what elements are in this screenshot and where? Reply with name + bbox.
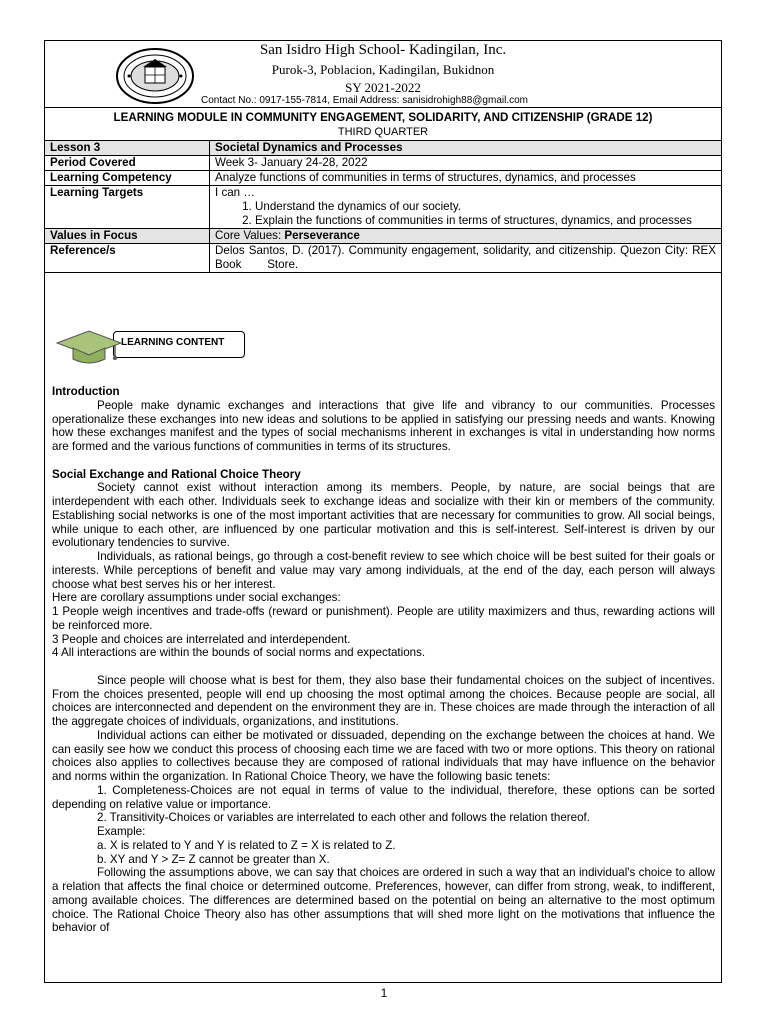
tenet-item: 1. Completeness-Choices are not equal in terms of value to the individual, therefore, these options can be sorted depending on relative value or importance. bbox=[52, 783, 715, 811]
period-label: Period Covered bbox=[45, 156, 210, 171]
school-header bbox=[45, 41, 721, 108]
paragraph: Following the assumptions above, we can say that choices are ordered in such a way that an individual's choice to allow a relation that affects the final choice or determined outcome. Preferences, however, can differ from strong, weak, to indifferent, among available choices. The differences are determined based on the potential on being an alternative to the most optimum choice. The Rational Choice Theory also has other assumptions that will shed more light on the motivations that influence the behavior of bbox=[52, 866, 715, 935]
competency-value: Analyze functions of communities in terms of structures, dynamics, and processes bbox=[210, 171, 722, 186]
values-label: Values in Focus bbox=[45, 229, 210, 244]
school-address: Purok-3, Poblacion, Kadingilan, Bukidnon bbox=[271, 62, 495, 77]
targets-row bbox=[45, 186, 721, 229]
reference-value: Delos Santos, D. (2017). Community engagement, solidarity, and citizenship. Quezon City: REX Book Store. bbox=[210, 244, 722, 273]
period-row bbox=[45, 156, 721, 171]
lesson-info-table bbox=[45, 140, 721, 273]
example-item: b. XY and Y > Z= Z cannot be greater than X. bbox=[97, 852, 330, 866]
target-item: 2. Explain the functions of communities in terms of structures, dynamics, and processes bbox=[255, 214, 716, 228]
values-cell bbox=[210, 229, 722, 244]
page-number: 1 bbox=[380, 986, 388, 1000]
values-value: Perseverance bbox=[284, 229, 360, 242]
quarter-label: THIRD QUARTER bbox=[337, 126, 429, 138]
assumption-item: 1 People weigh incentives and trade-offs (reward or punishment). People are utility maximizers and thus, rewarding actions will be reinforced more. bbox=[52, 605, 715, 632]
assumptions-intro: Here are corollary assumptions under social exchanges: bbox=[52, 591, 341, 605]
paragraph: Individuals, as rational beings, go through a cost-benefit review to see which choice will be best suited for their goals or interests. While perceptions of benefit and value may vary among individuals, at the end of the day, each person will always choose what best serves his or her interest. bbox=[52, 550, 715, 591]
lesson-row bbox=[45, 141, 721, 156]
section-heading: Social Exchange and Rational Choice Theory bbox=[52, 467, 301, 481]
target-item: 1. Understand the dynamics of our society. bbox=[255, 200, 716, 214]
targets-cell bbox=[210, 186, 722, 229]
module-page bbox=[44, 40, 722, 983]
period-value: Week 3- January 24-28, 2022 bbox=[210, 156, 722, 171]
school-year: SY 2021-2022 bbox=[345, 80, 421, 95]
values-prefix: Core Values: bbox=[215, 229, 285, 242]
paragraph: Since people will choose what is best for them, they also base their fundamental choices on the subject of incentives. From the choices presented, people will end up choosing the most optimal among the choices. Because people are social, all choices are interconnected and dependent on the environment they are in. These choices are made through the interaction of all the aggregate choices of individuals, organizations, and institutions. bbox=[52, 673, 715, 728]
example-label: Example: bbox=[97, 825, 146, 838]
targets-list bbox=[215, 200, 716, 228]
school-name: San Isidro High School- Kadingilan, Inc. bbox=[259, 42, 507, 58]
competency-row bbox=[45, 171, 721, 186]
example-item: a. X is related to Y and Y is related to Z = X is related to Z. bbox=[97, 838, 396, 852]
targets-label: Learning Targets bbox=[45, 186, 210, 229]
contact-info: Contact No.: 0917-155-7814, Email Address: sanisidrohigh88@gmail.com bbox=[201, 95, 528, 106]
intro-heading: Introduction bbox=[52, 385, 120, 398]
reference-label: Reference/s bbox=[45, 244, 210, 273]
competency-label: Learning Competency bbox=[45, 171, 210, 186]
learning-content bbox=[52, 385, 715, 935]
module-title: LEARNING MODULE IN COMMUNITY ENGAGEMENT, SOLIDARITY, AND CITIZENSHIP (GRADE 12) bbox=[113, 111, 653, 124]
targets-intro: I can … bbox=[215, 186, 255, 199]
reference-row bbox=[45, 244, 721, 273]
assumption-item: 4 All interactions are within the bounds of social norms and expectations. bbox=[52, 646, 426, 660]
assumption-item: 3 People and choices are interrelated and interdependent. bbox=[52, 632, 351, 646]
learning-content-label: LEARNING CONTENT bbox=[121, 337, 225, 348]
lesson-label: Lesson 3 bbox=[45, 141, 210, 156]
tenet-item: 2. Transitivity-Choices or variables are interrelated to each other and follows the relation thereof. bbox=[97, 811, 590, 825]
paragraph: Society cannot exist without interaction among its members. People, by nature, are social beings that are interdependent with each other. Individuals seek to exchange ideas and socialize with their kin or members of the community. Establishing social networks is one of the most important activities that are necessary for communities to grow. All social beings, while unique to each other, are influenced by one particular motivation and this is self-interest. Self-interest is driven by our evolutionary tendencies to survive. bbox=[52, 481, 715, 550]
paragraph: Individual actions can either be motivated or dissuaded, depending on the exchange between the choices at hand. We can easily see how we conduct this process of choosing each time we are faced with two or more options. This theory on rational choices also applies to collectives because they are composed of rational individuals that may have influence on the behavior and norms within the organization. In Rational Choice Theory, we have the following basic tenets: bbox=[52, 728, 715, 783]
lesson-value: Societal Dynamics and Processes bbox=[210, 141, 722, 156]
intro-paragraph: People make dynamic exchanges and interactions that give life and vibrancy to our communities. Processes operationalize these exchanges into new ideas and solutions to be applied in satisfying our pressing needs and wants. Knowing how these exchanges manifest and the types of social mechanisms inherent in exchanges is vital in understanding how norms are formed and the various functions of communities in terms of its structures. bbox=[52, 398, 715, 453]
values-row bbox=[45, 229, 721, 244]
